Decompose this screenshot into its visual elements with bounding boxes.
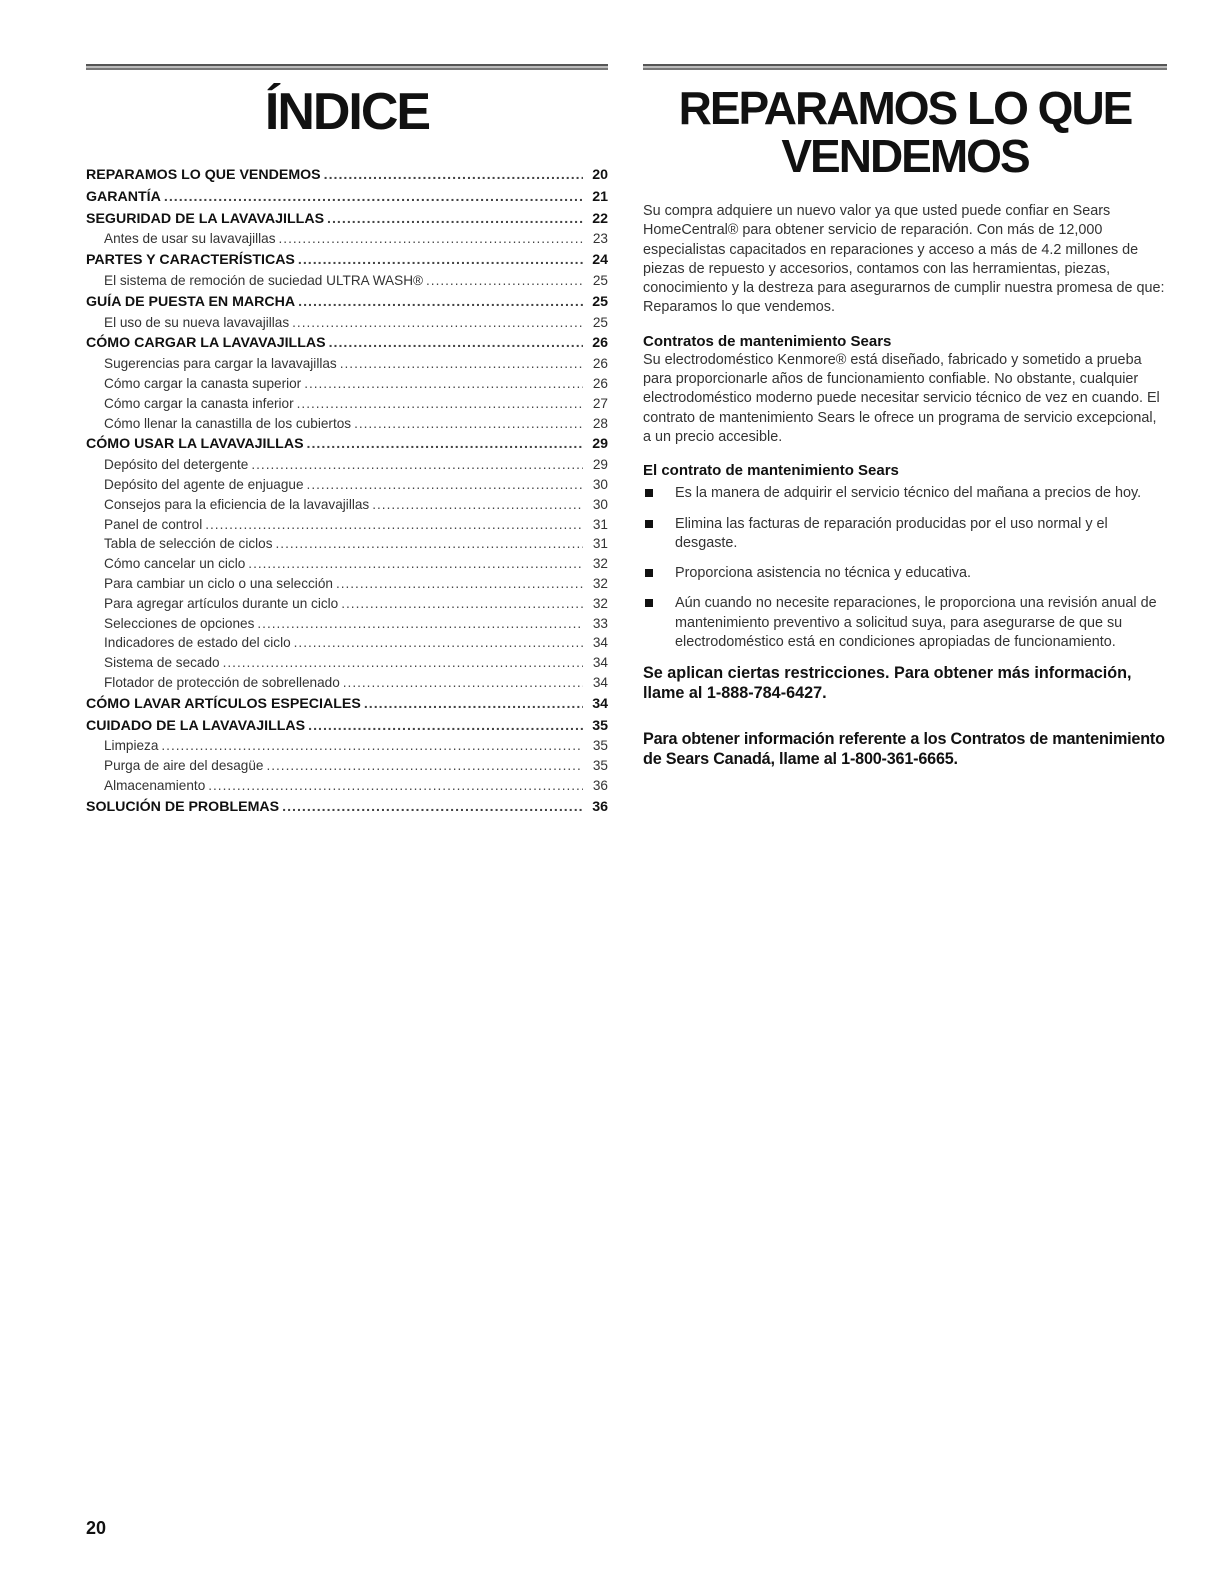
toc-leader-dots bbox=[292, 313, 583, 333]
toc-entry-label: El uso de su nueva lavavajillas bbox=[104, 314, 290, 330]
toc-leader-dots bbox=[327, 210, 583, 230]
toc-entry-label: Almacenamiento bbox=[104, 777, 206, 793]
list-item-text: Proporciona asistencia no técnica y educativa. bbox=[675, 565, 971, 582]
toc-leader-dots bbox=[340, 354, 583, 374]
toc-leader-dots bbox=[329, 334, 583, 354]
toc-entry bbox=[86, 534, 608, 554]
toc-entry-page: 30 bbox=[592, 496, 608, 512]
toc-entry bbox=[86, 554, 608, 574]
toc-entry-label: Para cambiar un ciclo o una selección bbox=[104, 575, 333, 591]
top-rule bbox=[643, 64, 1167, 70]
toc-leader-dots bbox=[426, 271, 583, 291]
toc-leader-dots bbox=[164, 188, 583, 208]
bullet-square-icon bbox=[645, 489, 653, 497]
toc-entry bbox=[86, 515, 608, 535]
toc-entry bbox=[86, 736, 608, 756]
toc-entry-label: Purga de aire del desagüe bbox=[104, 758, 264, 774]
toc-entry-page: 32 bbox=[592, 556, 608, 572]
toc-entry-page: 25 bbox=[592, 293, 608, 310]
toc-entry-page: 32 bbox=[592, 595, 608, 611]
toc-entry-page: 27 bbox=[592, 395, 608, 411]
toc-entry bbox=[86, 653, 608, 673]
toc-entry-label: CÓMO LAVAR ARTÍCULOS ESPECIALES bbox=[86, 695, 361, 712]
toc-entry bbox=[86, 188, 608, 208]
toc-leader-dots bbox=[343, 673, 583, 693]
index-title: ÍNDICE bbox=[264, 83, 430, 141]
toc-entry bbox=[86, 475, 608, 495]
toc-entry-label: Cómo cargar la canasta inferior bbox=[104, 395, 294, 411]
toc-entry-label: Antes de usar su lavavajillas bbox=[104, 231, 276, 247]
toc-entry-label: Selecciones de opciones bbox=[104, 615, 255, 631]
toc-leader-dots bbox=[248, 554, 583, 574]
toc-entry-page: 24 bbox=[592, 252, 608, 269]
toc-leader-dots bbox=[341, 594, 583, 614]
toc-leader-dots bbox=[208, 776, 583, 796]
toc-leader-dots bbox=[304, 374, 583, 394]
toc-entry bbox=[86, 210, 608, 230]
toc-leader-dots bbox=[308, 717, 583, 737]
toc-entry-page: 32 bbox=[592, 575, 608, 591]
toc-entry-label: Sugerencias para cargar la lavavajillas bbox=[104, 356, 337, 372]
toc-entry bbox=[86, 756, 608, 776]
toc-entry bbox=[86, 251, 608, 271]
toc-leader-dots bbox=[372, 495, 583, 515]
toc-entry-page: 35 bbox=[592, 738, 608, 754]
toc-entry-label: Depósito del detergente bbox=[104, 457, 249, 473]
toc-entry bbox=[86, 334, 608, 354]
toc-entry-page: 34 bbox=[592, 674, 608, 690]
toc-entry-label: Limpieza bbox=[104, 738, 159, 754]
toc-entry-page: 22 bbox=[592, 210, 608, 227]
toc-entry-page: 25 bbox=[592, 314, 608, 330]
toc-entry-label: CÓMO CARGAR LA LAVAVAJILLAS bbox=[86, 335, 326, 352]
toc-leader-dots bbox=[298, 293, 583, 313]
toc-entry-label: SOLUCIÓN DE PROBLEMAS bbox=[86, 798, 280, 815]
bullet-square-icon bbox=[645, 569, 653, 577]
restrictions-note: Se aplican ciertas restricciones. Para obtener más información, llame al 1-888-784-6427. bbox=[643, 664, 1132, 703]
toc-leader-dots bbox=[324, 166, 583, 186]
list-item bbox=[643, 594, 1167, 652]
toc-entry bbox=[86, 394, 608, 414]
toc-entry-label: Consejos para la eficiencia de la lavavajillas bbox=[104, 496, 370, 512]
toc-entry bbox=[86, 495, 608, 515]
toc-entry-page: 20 bbox=[592, 167, 608, 183]
toc-leader-dots bbox=[354, 414, 583, 434]
table-of-contents bbox=[86, 166, 608, 818]
page-number: 20 bbox=[86, 1518, 107, 1538]
toc-entry-page: 35 bbox=[592, 717, 608, 734]
toc-entry-label: Panel de control bbox=[104, 516, 203, 532]
toc-entry bbox=[86, 374, 608, 394]
toc-entry-page: 33 bbox=[592, 615, 608, 631]
toc-entry-page: 34 bbox=[592, 695, 608, 712]
toc-entry-label: Indicadores de estado del ciclo bbox=[104, 635, 291, 651]
index-column bbox=[86, 64, 608, 818]
toc-entry bbox=[86, 435, 608, 455]
toc-entry bbox=[86, 455, 608, 475]
toc-entry bbox=[86, 354, 608, 374]
contracts-heading: Contratos de mantenimiento Sears bbox=[643, 332, 892, 350]
contract-heading: El contrato de mantenimiento Sears bbox=[643, 462, 899, 480]
toc-entry-page: 26 bbox=[592, 356, 608, 372]
top-rule bbox=[86, 64, 608, 70]
toc-entry-label: Sistema de secado bbox=[104, 655, 220, 671]
toc-entry-page: 29 bbox=[592, 436, 608, 453]
toc-leader-dots bbox=[307, 475, 583, 495]
toc-entry bbox=[86, 229, 608, 249]
toc-entry-page: 29 bbox=[592, 457, 608, 473]
toc-entry-page: 35 bbox=[592, 758, 608, 774]
list-item-text: Aún cuando no necesite reparaciones, le proporciona una revisión anual de mantenimiento preventivo a solicitud suya, para asegurarse de que su electrodoméstico está en condiciones apropiadas de funcionamiento. bbox=[675, 595, 1157, 651]
list-item-text: Elimina las facturas de reparación producidas por el uso normal y el desgaste. bbox=[675, 515, 1108, 551]
toc-entry-label: Cómo cancelar un ciclo bbox=[104, 556, 246, 572]
bullet-square-icon bbox=[645, 599, 653, 607]
toc-entry-page: 36 bbox=[592, 777, 608, 793]
toc-entry bbox=[86, 614, 608, 634]
toc-entry-label: REPARAMOS LO QUE VENDEMOS bbox=[86, 167, 321, 183]
toc-leader-dots bbox=[307, 435, 583, 455]
toc-entry-label: Cómo cargar la canasta superior bbox=[104, 375, 302, 391]
repair-title bbox=[643, 84, 1167, 180]
repair-column bbox=[643, 64, 1167, 769]
toc-entry-page: 26 bbox=[592, 375, 608, 391]
toc-entry bbox=[86, 695, 608, 715]
toc-leader-dots bbox=[266, 756, 583, 776]
toc-entry-label: Flotador de protección de sobrellenado bbox=[104, 674, 340, 690]
list-item bbox=[643, 515, 1167, 554]
toc-entry bbox=[86, 594, 608, 614]
toc-entry-label: Cómo llenar la canastilla de los cubiertos bbox=[104, 415, 352, 431]
toc-leader-dots bbox=[276, 534, 583, 554]
toc-entry-label: Tabla de selección de ciclos bbox=[104, 536, 273, 552]
toc-leader-dots bbox=[336, 574, 583, 594]
toc-leader-dots bbox=[223, 653, 583, 673]
toc-leader-dots bbox=[279, 229, 583, 249]
toc-entry-page: 31 bbox=[592, 516, 608, 532]
toc-entry bbox=[86, 673, 608, 693]
toc-entry bbox=[86, 798, 608, 818]
contracts-paragraph: Su electrodoméstico Kenmore® está diseñado, fabricado y sometido a prueba para proporcionarle años de funcionamiento confiable. No obstante, cualquier electrodoméstico moderno puede necesitar servicio técnico de vez en cuando. El contrato de mantenimiento Sears le ofrece un programa de servicio excepcional, a un precio accesible. bbox=[643, 351, 1160, 445]
toc-entry-label: SEGURIDAD DE LA LAVAVAJILLAS bbox=[86, 210, 325, 227]
toc-entry-label: PARTES Y CARACTERÍSTICAS bbox=[86, 252, 295, 269]
intro-paragraph: Su compra adquiere un nuevo valor ya que usted puede confiar en Sears HomeCentral® para obtener servicio de reparación. Con más de 12,000 especialistas capacitados en reparaciones y acceso a más de 4.2 millones de piezas de repuesto y accesorios, contamos con las herramientas, piezas, conocimiento y la destreza para asegurarnos de cumplir nuestra promesa de que: Reparamos lo que vendemos. bbox=[643, 203, 1165, 316]
toc-entry bbox=[86, 717, 608, 737]
toc-entry-page: 34 bbox=[592, 655, 608, 671]
repair-title-line2: VENDEMOS bbox=[781, 130, 1029, 182]
toc-entry-page: 26 bbox=[592, 335, 608, 352]
toc-entry-label: GARANTÍA bbox=[86, 188, 161, 205]
toc-entry bbox=[86, 633, 608, 653]
toc-entry-page: 34 bbox=[592, 635, 608, 651]
toc-entry-label: Depósito del agente de enjuague bbox=[104, 476, 304, 492]
contract-benefits-list bbox=[643, 484, 1167, 652]
toc-entry-page: 31 bbox=[592, 536, 608, 552]
bullet-square-icon bbox=[645, 520, 653, 528]
toc-entry-page: 30 bbox=[592, 476, 608, 492]
toc-entry-page: 28 bbox=[592, 415, 608, 431]
toc-leader-dots bbox=[294, 633, 583, 653]
list-item-text: Es la manera de adquirir el servicio técnico del mañana a precios de hoy. bbox=[675, 485, 1142, 502]
toc-entry bbox=[86, 776, 608, 796]
toc-entry-label: CUIDADO DE LA LAVAVAJILLAS bbox=[86, 717, 306, 734]
toc-entry bbox=[86, 166, 608, 186]
toc-entry-label: CÓMO USAR LA LAVAVAJILLAS bbox=[86, 436, 304, 453]
toc-entry-page: 25 bbox=[592, 272, 608, 288]
toc-entry bbox=[86, 574, 608, 594]
list-item bbox=[643, 564, 1167, 583]
toc-entry-page: 36 bbox=[592, 798, 608, 815]
toc-leader-dots bbox=[251, 455, 583, 475]
toc-entry-label: GUÍA DE PUESTA EN MARCHA bbox=[86, 293, 296, 310]
toc-leader-dots bbox=[282, 798, 583, 818]
toc-entry-label: Para agregar artículos durante un ciclo bbox=[104, 595, 339, 611]
toc-leader-dots bbox=[364, 695, 583, 715]
toc-entry bbox=[86, 414, 608, 434]
list-item bbox=[643, 484, 1167, 503]
repair-title-line1: REPARAMOS LO QUE bbox=[678, 82, 1132, 134]
toc-leader-dots bbox=[205, 515, 583, 535]
toc-leader-dots bbox=[297, 394, 583, 414]
toc-leader-dots bbox=[257, 614, 583, 634]
toc-entry-page: 23 bbox=[592, 231, 608, 247]
canada-note: Para obtener información referente a los Contratos de mantenimiento de Sears Canadá, llame al 1-800-361-6665. bbox=[643, 730, 1165, 769]
toc-leader-dots bbox=[161, 736, 583, 756]
toc-leader-dots bbox=[298, 251, 583, 271]
toc-entry bbox=[86, 313, 608, 333]
toc-entry bbox=[86, 271, 608, 291]
toc-entry-page: 21 bbox=[592, 188, 608, 205]
toc-entry-label: El sistema de remoción de suciedad ULTRA WASH® bbox=[104, 272, 424, 288]
toc-entry bbox=[86, 293, 608, 313]
